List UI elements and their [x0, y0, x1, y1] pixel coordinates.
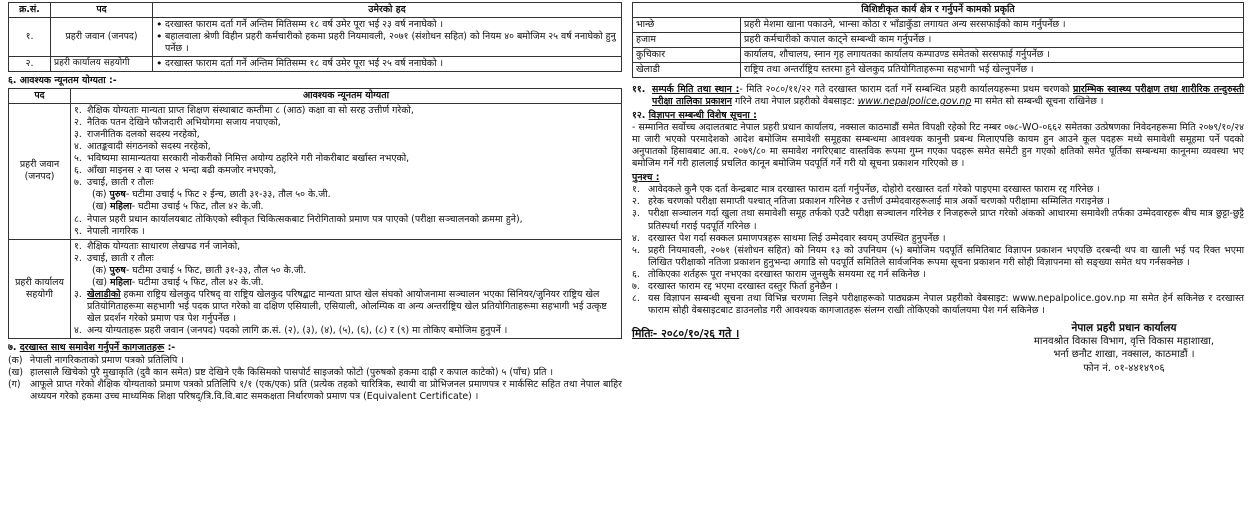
- col-post-header: पद: [9, 89, 71, 104]
- sahayogi-qualifications: [71, 239, 622, 338]
- col-serial-header: क्र.सं.: [9, 3, 51, 18]
- table-row: [633, 63, 1244, 78]
- section-12: [632, 110, 1244, 170]
- list-item: ७. दरखास्त फाराम रद्द भएमा दरखास्त दस्तुर फिर्ता हुनेछैन ।: [632, 280, 839, 292]
- qualification-table-header: [9, 89, 622, 104]
- work-nature-table: [632, 2, 1244, 78]
- list-item: २. उचाई, छाती र तौलः: [74, 252, 154, 264]
- work-description: राष्ट्रिय तथा अन्तर्राष्ट्रिय स्तरमा हुने खेलकुद प्रतियोगिताहरूमा सहभागी भई खेल्नुपर्नेछ ।: [741, 63, 1244, 78]
- notice-date: मितिः- २०८०/१०/२६ गते ।: [632, 326, 740, 340]
- list-item: ८. नेपाल प्रहरी प्रधान कार्यालयबाट तोकिएको स्वीकृत चिकित्सकबाट निरोगिताको प्रमाण पत्र पाएको (परीक्षा सञ्चालनको क्रममा हुने),: [74, 213, 523, 225]
- list-item: • दरखास्त फाराम दर्ता गर्ने अन्तिम मितिसम्म १८ वर्ष उमेर पूरा भई २३ वर्ष ननाघेको ।: [156, 19, 618, 31]
- row-post: प्रहरी जवान (जनपद): [51, 18, 153, 57]
- list-item: • बहालवाला श्रेणी विहीन प्रहरी कर्मचारीको हकमा प्रहरी नियमावली, २०७१ (संशोधन सहित) को नियम ४० बमोजिम २५ वर्ष ननाघेको हुनु पर्नेछ ।: [156, 31, 618, 55]
- punashcha-heading: पुनश्च :: [632, 172, 660, 184]
- age-table-header: [9, 3, 622, 18]
- work-description: प्रहरी कर्मचारीको कपाल काट्ने सम्बन्धी काम गर्नुपर्नेछ ।: [741, 33, 1244, 48]
- col-post-header: पद: [51, 3, 153, 18]
- list-item: (ग) आफूले प्राप्त गरेको शैक्षिक योग्यताको प्रमाण पत्रको प्रतिलिपि १/१ (एक/एक) प्रति (प्रत्येक तहको चारित्रिक, स्थायी वा प्रोभिजनल प्रमाणपत्र र मार्कसिट सहित तथा नेपाल बाहिर अध्ययन गरेको हकमा उच्च माध्यमिक शिक्षा परिषद्/त्रि.वि.वि.बाट समकक्षता निर्धारणको प्रमाण पत्र (Equivalent Certificate) ।: [8, 378, 622, 402]
- office-branch: भर्ना छनौट शाखा, नक्साल, काठमाडौं ।: [1053, 349, 1195, 361]
- work-table-title: विशिष्टीकृत कार्य क्षेत्र र गर्नुपर्ने कामको प्रकृति: [633, 3, 1244, 18]
- list-item: ६. तोकिएका शर्तहरू पूरा नभएका दरखास्त फाराम जुनसुकै समयमा रद्द गर्न सकिनेछ ।: [632, 268, 926, 280]
- work-category: खेलाडी: [633, 63, 741, 78]
- footer: [632, 321, 1244, 381]
- list-item: ४. अन्य योग्यताहरू प्रहरी जवान (जनपद) पदको लागि क्र.सं. (२), (३), (४), (५), (६), (८) र (९) मा तोकिए बमोजिम हुनुपर्ने ।: [74, 324, 508, 336]
- list-item: ४. दरखास्त पेश गर्दा सक्कल प्रमाणपत्रहरू साथमा लिई उम्मेदवार स्वयम् उपस्थित हुनुपर्नेछ ।: [632, 232, 946, 244]
- col-qualification-header: आवश्यक न्यूनतम योग्यता: [71, 89, 622, 104]
- section-12-heading: १२. विज्ञापन सम्बन्धी विशेष सूचना :: [632, 110, 757, 122]
- table-row: [9, 239, 622, 338]
- section-11: ११. सम्पर्क मिति तथा स्थान :- मिति २०८०/११/२२ गते दरखास्त फाराम दर्ता गर्ने सम्बन्धित प्रहरी कार्यालयहरूमा प्रथम चरणको प्रारम्भिक स्वास्थ्य परीक्षण तथा शारीरिक तन्दुरुस्ती परीक्षा तालिका प्रकाशन गरिने तथा नेपाल प्रहरीको वेबसाइट: www.nepalpolice.gov.np मा समेत सो सम्बन्धी सूचना राखिनेछ ।: [632, 84, 1244, 108]
- sahayogi-female-requirement: (ख) महिला- घटीमा उचाई ५ फिट, तौल ४२ के.जी.: [92, 276, 264, 288]
- section-12-text: - सम्मानित सर्वोच्च अदालतबाट नेपाल प्रहरी प्रधान कार्यालय, नक्साल काठमाडौं समेत विपक्षी रहेको रिट नम्बर ०७८-WO-०६६२ समेतका उत्प्रेषणका निवेदनहरूमा मिति २०७९/१०/२४ मा जारी भएको परमादेशको आदेश बमोजिम समावेशी समूहका सम्बन्धमा आवश्यक कानुनी प्रबन्ध मिलाएपछि कायम हुन आउने कूल पदहरू मध्ये समावेशी समूहमा पर्ने पदको अनुपातको हिसावबाट आ.व. २०७९/८० मा समावेश नगरिएबाट वास्तविक रूपमा गुम्न गएका पदहरू समेत समेटी हुन गएको क्षतिको समेत पूर्तिका सम्बन्धमा कानूनमा व्यवस्था भए बमोजिम गर्ने गरी हाललाई प्रचलित कानून बमोजिम पदपूर्ति गर्ने गरी यो सूचना प्रकाशन गरिएको छ ।: [632, 122, 1244, 170]
- col-age-header: उमेरको हद: [153, 3, 622, 18]
- website-link[interactable]: www.nepalpolice.gov.np: [857, 96, 972, 108]
- office-signature-block: [1004, 321, 1244, 376]
- list-item: ३. खेलाडीको हकमा राष्ट्रिय खेलकुद परिषद् वा राष्ट्रिय खेलकुद परिषद्बाट मान्यता प्राप्त खेल संघको आयोजनामा सञ्चालन भएका सिनियर/जुनियर राष्ट्रिय खेल प्रतियोगिताहरूमा सहभागी भई पदक प्राप्त गरेको वा दक्षिण एसियाली, एसियाली, ओलम्पिक वा अन्य अन्तर्राष्ट्रिय खेल प्रतियोगिताहरूमा सहभागी भई उत्कृष्ट खेल प्रदर्शन गरेको प्रमाण पत्र पेश गर्नुपर्नेछ ।: [74, 288, 607, 324]
- post-jawan: प्रहरी जवान (जनपद): [9, 104, 71, 239]
- sahayogi-male-requirement: (क) पुरुष- घटीमा उचाई ५ फिट, छाती ३१-३३, तौल ५० के.जी.: [92, 264, 307, 276]
- list-item: १. आवेदकले कुनै एक दर्ता केन्द्रबाट मात्र दरखास्त फाराम दर्ता गर्नुपर्नेछ, दोहोरो दरखास्त दर्ता गरेको पाइएमा दरखास्त फाराम रद्द गरिनेछ ।: [632, 184, 1100, 196]
- list-item: (क) नेपाली नागरिकताको प्रमाण पत्रको प्रतिलिपि ।: [8, 354, 184, 366]
- table-row: [9, 57, 622, 72]
- work-description: कार्यालय, शौचालय, स्नान गृह लगायतका कार्यालय कम्पाउण्ड समेतको सरसफाई गर्नुपर्नेछ ।: [741, 48, 1244, 63]
- section-6-heading: ६. आवश्यक न्यूनतम योग्यता :-: [8, 75, 117, 87]
- list-item: १. शैक्षिक योग्यताः साधारण लेखपढ गर्न जानेको,: [74, 240, 241, 252]
- list-item: ८. यस विज्ञापन सम्बन्धी सूचना तथा विभिन्न चरणमा लिइने परीक्षाहरूको पाठ्यक्रम नेपाल प्रहरीको वेबसाइट: www.nepalpolice.gov.np मा समेत हेर्न सकिनेछ र दरखास्त फाराम सोही वेबसाइटबाट डाउनलोड गरी आवश्यक कागजातहरू संलग्न राखी तोकिएको कार्यालयमा पेश गर्न सकिनेछ ।: [632, 292, 1244, 316]
- row-age-limits: [153, 18, 622, 57]
- left-column: [8, 2, 622, 403]
- work-category: हजाम: [633, 33, 741, 48]
- row-age-limits: [153, 57, 622, 72]
- list-item: ९. नेपाली नागरिक ।: [74, 225, 145, 237]
- list-item: (ख) हालसालै खिचेको पुरै मुखाकृति (दुवै कान समेत) प्रष्ट देखिने एकै किसिमको पासपोर्ट साइजको फोटो (पुरुषको हकमा दाह्री र कपाल काटेको) ५ (पाँच) प्रति ।: [8, 366, 553, 378]
- office-department: मानवश्रोत विकास विभाग, वृत्ति विकास महाशाखा,: [1033, 335, 1215, 347]
- list-item: ५. प्रहरी नियमावली, २०७१ (संशोधन सहित) को नियम १३ को उपनियम (५) बमोजिम पदपूर्ति समितिबाट विज्ञापन प्रकाशन भएपछि दरबन्दी थप वा खाली भई पद रिक्त भएमा लिखित परीक्षाको नतिजा प्रकाशन हुनुभन्दा अगाडि सो पदपूर्ति समितिले सार्वजनिक रूपमा सूचना प्रकाशन गरी सोही विज्ञापनमा सो सङ्ख्या समेत थप गर्नसक्नेछ ।: [632, 244, 1244, 268]
- work-category: भान्छे: [633, 18, 741, 33]
- row-serial: १.: [9, 18, 51, 57]
- row-post: प्रहरी कार्यालय सहयोगी: [51, 57, 153, 72]
- post-sahayogi: प्रहरी कार्यालय सहयोगी: [9, 239, 71, 338]
- list-item: ४. आतङ्कवादी संगठनको सदस्य नरहेको,: [74, 141, 211, 153]
- jawan-female-requirement: (ख) महिला- घटीमा उचाई ५ फिट, तौल ४२ के.जी.: [92, 201, 264, 213]
- office-name: नेपाल प्रहरी प्रधान कार्यालय: [1071, 321, 1177, 334]
- list-item: २. नैतिक पतन देखिने फौजदारी अभियोगमा सजाय नपाएको,: [74, 117, 281, 129]
- work-category: कुचिकार: [633, 48, 741, 63]
- table-row: [9, 104, 622, 239]
- work-table-header: [633, 3, 1244, 18]
- table-row: [9, 18, 622, 57]
- section-7-heading: ७. दरखास्त साथ समावेश गर्नुपर्ने कागजातहरू :-: [8, 341, 176, 353]
- table-row: [633, 33, 1244, 48]
- list-item: २. हरेक चरणको परीक्षा समाप्ती पश्चात् नतिजा प्रकाशन गरिनेछ र उत्तीर्ण उम्मेदवारहरूलाई मात्र अर्को चरणको परीक्षामा सम्मिलित गराइनेछ ।: [632, 196, 1110, 208]
- row-serial: २.: [9, 57, 51, 72]
- work-description: प्रहरी मेशमा खाना पकाउने, भान्सा कोठा र भाँडाकुँडा लगायत अन्य सरसफाईको काम गर्नुपर्नेछ ।: [741, 18, 1244, 33]
- qualification-table: [8, 88, 622, 339]
- documents-list: [8, 355, 622, 403]
- jawan-male-requirement: (क) पुरुष- घटीमा उचाई ५ फिट २ ईन्च, छाती ३१-३३, तौल ५० के.जी.: [92, 189, 331, 201]
- list-item: ७. उचाई, छाती र तौलः: [74, 177, 154, 189]
- right-column: [632, 2, 1244, 381]
- list-item: • दरखास्त फाराम दर्ता गर्ने अन्तिम मितिसम्म १८ वर्ष उमेर पूरा भई २५ वर्ष ननाघेको ।: [156, 58, 618, 70]
- office-phone: फोन नं. ०१-४४१४९०६: [1083, 362, 1165, 374]
- list-item: ३. परीक्षा सञ्चालन गर्दा खुला तथा समावेशी समूह तर्फको एउटै परीक्षा सञ्चालन गरिनेछ र निजहरूले प्राप्त गरेको अंकको आधारमा समावेशी तर्फका उम्मेदवारहरू बीच मात्र छुट्टा-छुट्टै प्रतिस्पर्धा गराई पदपूर्ति गरिनेछ ।: [632, 208, 1244, 232]
- list-item: ३. राजनीतिक दलको सदस्य नरहेको,: [74, 129, 200, 141]
- jawan-qualifications: [71, 104, 622, 239]
- list-item: ५. भविष्यमा सामान्यतया सरकारी नोकरीको निमित्त अयोग्य ठहरिने गरी नोकरीबाट बर्खास्त नभएको,: [74, 153, 410, 165]
- age-limit-table: [8, 2, 622, 72]
- table-row: [633, 48, 1244, 63]
- list-item: ६. आँखा माइनस २ वा प्लस २ भन्दा बढी कमजोर नभएको,: [74, 165, 277, 177]
- list-item: १. शैक्षिक योग्यताः मान्यता प्राप्त शिक्षण संस्थाबाट कम्तीमा ८ (आठ) कक्षा वा सो सरह उत्तीर्ण गरेको,: [74, 105, 414, 117]
- table-row: [633, 18, 1244, 33]
- punashcha-section: [632, 172, 1244, 316]
